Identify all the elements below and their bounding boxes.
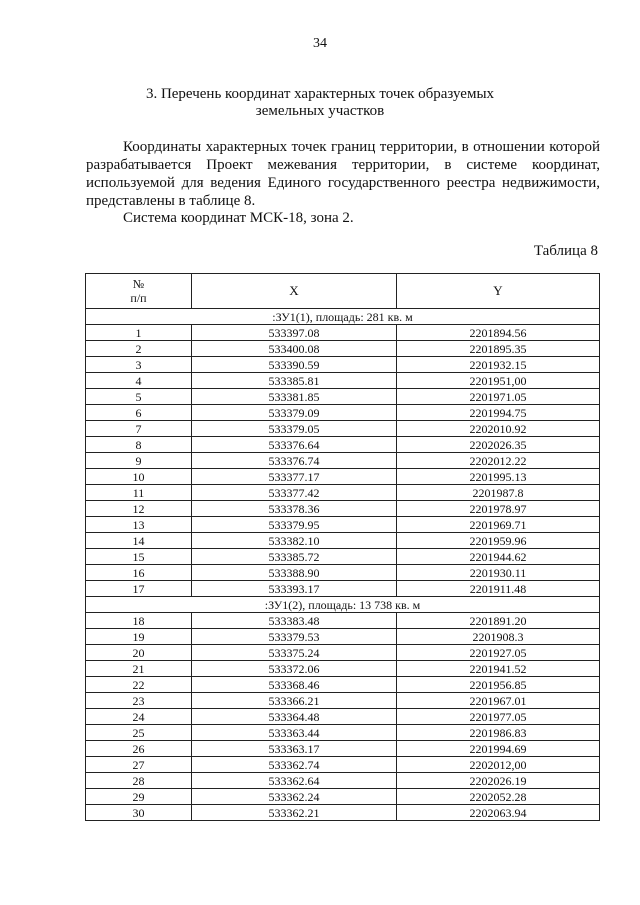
y-coordinate: 2201969.71: [397, 517, 600, 533]
header-number-symbol: №: [132, 277, 145, 291]
x-coordinate: 533363.44: [192, 725, 397, 741]
x-coordinate: 533378.36: [192, 501, 397, 517]
y-coordinate: 2201930.11: [397, 565, 600, 581]
x-coordinate: 533379.09: [192, 405, 397, 421]
table-caption: Таблица 8: [533, 243, 598, 259]
table-row: [86, 773, 600, 789]
y-coordinate: 2201951,00: [397, 373, 600, 389]
point-number: 28: [86, 773, 192, 789]
point-number: 25: [86, 725, 192, 741]
x-coordinate: 533388.90: [192, 565, 397, 581]
point-number: 5: [86, 389, 192, 405]
point-number: 23: [86, 693, 192, 709]
point-number: 1: [86, 325, 192, 341]
header-number-abbr: п/п: [130, 291, 147, 305]
point-number: 3: [86, 357, 192, 373]
point-number: 12: [86, 501, 192, 517]
x-coordinate: 533377.42: [192, 485, 397, 501]
x-coordinate: 533385.81: [192, 373, 397, 389]
table-row: [86, 645, 600, 661]
table-row: [86, 389, 600, 405]
point-number: 16: [86, 565, 192, 581]
x-coordinate: 533377.17: [192, 469, 397, 485]
y-coordinate: 2201994.75: [397, 405, 600, 421]
point-number: 15: [86, 549, 192, 565]
point-number: 19: [86, 629, 192, 645]
table-header: [86, 274, 600, 309]
x-coordinate: 533382.10: [192, 533, 397, 549]
y-coordinate: 2201971.05: [397, 389, 600, 405]
table-body: [86, 309, 600, 821]
y-coordinate: 2201986.83: [397, 725, 600, 741]
y-coordinate: 2202026.35: [397, 437, 600, 453]
table-row: [86, 693, 600, 709]
y-coordinate: 2201978.97: [397, 501, 600, 517]
y-coordinate: 2201977.05: [397, 709, 600, 725]
table-row: [86, 629, 600, 645]
y-coordinate: 2201994.69: [397, 741, 600, 757]
x-coordinate: 533376.74: [192, 453, 397, 469]
table-row: [86, 501, 600, 517]
x-coordinate: 533362.24: [192, 789, 397, 805]
table-row: [86, 789, 600, 805]
point-number: 10: [86, 469, 192, 485]
y-coordinate: 2202010.92: [397, 421, 600, 437]
x-coordinate: 533372.06: [192, 661, 397, 677]
table-row: [86, 549, 600, 565]
x-coordinate: 533400.08: [192, 341, 397, 357]
point-number: 6: [86, 405, 192, 421]
intro-paragraph: [86, 138, 600, 210]
y-coordinate: 2201891.20: [397, 613, 600, 629]
point-number: 14: [86, 533, 192, 549]
table-row: [86, 341, 600, 357]
group-label: :ЗУ1(2), площадь: 13 738 кв. м: [86, 597, 600, 613]
x-coordinate: 533363.17: [192, 741, 397, 757]
y-coordinate: 2201967.01: [397, 693, 600, 709]
y-coordinate: 2201987.8: [397, 485, 600, 501]
y-coordinate: 2201927.05: [397, 645, 600, 661]
page-number: 34: [313, 36, 327, 51]
y-coordinate: 2202026.19: [397, 773, 600, 789]
x-coordinate: 533383.48: [192, 613, 397, 629]
intro-text: Координаты характерных точек границ территории, в отношении которой разрабатывается Проект межевания территории, в системе координат, используемой для ведения Единого государственного реестра недвижимости, представлены в таблице 8.: [86, 139, 600, 209]
table-row: [86, 581, 600, 597]
x-coordinate: 533375.24: [192, 645, 397, 661]
point-number: 8: [86, 437, 192, 453]
table-header-row: [86, 274, 600, 309]
point-number: 7: [86, 421, 192, 437]
point-number: 30: [86, 805, 192, 821]
table-row: [86, 725, 600, 741]
point-number: 20: [86, 645, 192, 661]
table-row: [86, 325, 600, 341]
x-coordinate: 533393.17: [192, 581, 397, 597]
section-title: [0, 86, 640, 120]
section-title-line-1: 3. Перечень координат характерных точек образуемых: [145, 86, 495, 102]
table-row: [86, 565, 600, 581]
x-coordinate: 533362.74: [192, 757, 397, 773]
y-coordinate: 2201995.13: [397, 469, 600, 485]
y-coordinate: 2201932.15: [397, 357, 600, 373]
point-number: 4: [86, 373, 192, 389]
y-coordinate: 2201956.85: [397, 677, 600, 693]
table-row: [86, 373, 600, 389]
x-coordinate: 533379.53: [192, 629, 397, 645]
y-coordinate: 2202063.94: [397, 805, 600, 821]
x-coordinate: 533364.48: [192, 709, 397, 725]
y-coordinate: 2201941.52: [397, 661, 600, 677]
x-coordinate: 533390.59: [192, 357, 397, 373]
y-coordinate: 2201944.62: [397, 549, 600, 565]
header-x: X: [192, 274, 397, 309]
header-number: [86, 274, 192, 309]
y-coordinate: 2201959.96: [397, 533, 600, 549]
group-header-row: [86, 597, 600, 613]
group-label: :ЗУ1(1), площадь: 281 кв. м: [86, 309, 600, 325]
group-header-row: [86, 309, 600, 325]
table-row: [86, 677, 600, 693]
coordinate-system-note: Система координат МСК-18, зона 2.: [123, 210, 354, 226]
table-row: [86, 517, 600, 533]
table-row: [86, 709, 600, 725]
y-coordinate: 2202052.28: [397, 789, 600, 805]
header-y: Y: [397, 274, 600, 309]
x-coordinate: 533362.64: [192, 773, 397, 789]
table-row: [86, 469, 600, 485]
point-number: 21: [86, 661, 192, 677]
coordinates-table: [85, 273, 600, 821]
table-row: [86, 661, 600, 677]
table-row: [86, 453, 600, 469]
point-number: 26: [86, 741, 192, 757]
point-number: 24: [86, 709, 192, 725]
x-coordinate: 533368.46: [192, 677, 397, 693]
x-coordinate: 533379.95: [192, 517, 397, 533]
section-title-line-2: земельных участков: [255, 103, 385, 119]
point-number: 27: [86, 757, 192, 773]
point-number: 13: [86, 517, 192, 533]
x-coordinate: 533366.21: [192, 693, 397, 709]
table-row: [86, 741, 600, 757]
x-coordinate: 533379.05: [192, 421, 397, 437]
x-coordinate: 533381.85: [192, 389, 397, 405]
table-row: [86, 485, 600, 501]
point-number: 22: [86, 677, 192, 693]
point-number: 9: [86, 453, 192, 469]
table-row: [86, 405, 600, 421]
y-coordinate: 2201895.35: [397, 341, 600, 357]
x-coordinate: 533376.64: [192, 437, 397, 453]
point-number: 11: [86, 485, 192, 501]
table-row: [86, 437, 600, 453]
table-row: [86, 357, 600, 373]
point-number: 18: [86, 613, 192, 629]
x-coordinate: 533385.72: [192, 549, 397, 565]
table-row: [86, 613, 600, 629]
y-coordinate: 2201911.48: [397, 581, 600, 597]
table-row: [86, 757, 600, 773]
y-coordinate: 2202012.22: [397, 453, 600, 469]
point-number: 2: [86, 341, 192, 357]
y-coordinate: 2201894.56: [397, 325, 600, 341]
y-coordinate: 2201908.3: [397, 629, 600, 645]
x-coordinate: 533397.08: [192, 325, 397, 341]
y-coordinate: 2202012,00: [397, 757, 600, 773]
point-number: 17: [86, 581, 192, 597]
table-row: [86, 421, 600, 437]
x-coordinate: 533362.21: [192, 805, 397, 821]
table-row: [86, 805, 600, 821]
table-row: [86, 533, 600, 549]
point-number: 29: [86, 789, 192, 805]
